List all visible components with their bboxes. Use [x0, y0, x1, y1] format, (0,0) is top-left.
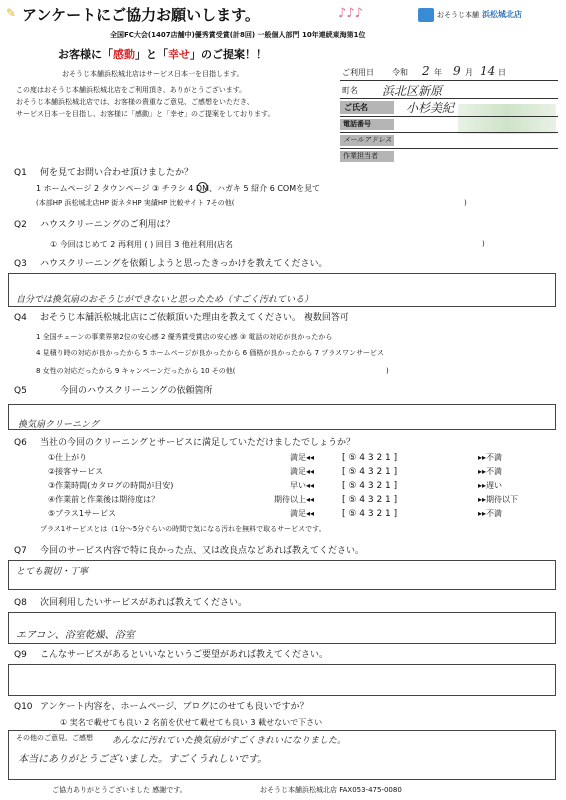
q7-answer-box[interactable]	[8, 560, 556, 590]
name-value[interactable]: 小杉美紀	[406, 101, 455, 115]
rating-row[interactable]	[0, 451, 566, 465]
rating-scale[interactable]: [ ⑤ 4 3 2 1 ]	[342, 495, 398, 505]
rating-item: ④作業前と作業後は期待度は？	[48, 495, 160, 504]
footer-thanks: ご協力ありがとうございました 感謝です。	[52, 786, 187, 794]
q1-options-2-end: )	[464, 199, 467, 207]
divider	[340, 116, 558, 117]
award-line: 全国FC大会(1407店舗中)優秀賞受賞(計8回) 一般個人部門 10年連続東海第1位	[110, 31, 366, 39]
rating-right: ▸▸遅い	[478, 481, 503, 490]
brand-logo-icon	[418, 8, 434, 22]
staff-label: 作業担当者	[343, 152, 378, 160]
q5-section	[0, 384, 566, 434]
brand-name: おそうじ本舗	[437, 11, 479, 19]
page-title: アンケートにご協力お願いします。	[22, 6, 260, 24]
rating-left: 満足◂◂	[290, 453, 315, 462]
q4-question: おそうじ本舗浜松城北店にご依頼頂いた理由を教えてください。 複数回答可	[40, 313, 349, 323]
pencil-icon: ✎	[6, 6, 17, 20]
intro-line-1: この度はおそうじ本舗浜松城北店をご利用頂き、ありがとうございます。	[16, 86, 247, 94]
q8-answer: エアコン、浴室乾燥、浴室	[16, 630, 135, 641]
q1-options-2[interactable]: (本部HP 浜松城北店HP 街ネタHP 実績HP 比較サイト 7その他(	[36, 199, 235, 207]
q4-options-3-end: )	[386, 367, 389, 375]
q10-question: アンケート内容を、ホームページ、ブログにのせても良いですか？	[40, 702, 309, 712]
date-day-value[interactable]: 14	[480, 64, 496, 78]
rating-left: 早い◂◂	[290, 481, 315, 490]
q10-comment-1: あんなに汚れていた換気扇がすごくきれいになりました。	[112, 736, 347, 746]
q4-label: Q4	[14, 313, 27, 323]
selected-option-circle	[197, 182, 208, 193]
q9-section	[0, 648, 566, 698]
q4-options-1[interactable]: 1 全国チェーンの事業界第2位の安心感 2 優秀賞受賞店の安心感 ③ 電話の対応が良かったから	[36, 333, 333, 341]
name-label: ご氏名	[344, 103, 368, 112]
rating-scale[interactable]: [ ⑤ 4 3 2 1 ]	[342, 467, 398, 477]
rating-row[interactable]	[0, 465, 566, 479]
divider	[340, 148, 558, 149]
rating-scale[interactable]: [ ⑤ 4 3 2 1 ]	[342, 453, 398, 463]
rating-item: ①仕上がり	[48, 453, 88, 462]
q2-section	[0, 218, 566, 254]
town-value[interactable]: 浜北区新原	[382, 84, 443, 98]
q6-question: 当社の今回のクリーニングとサービスに満足していただけましたでしょうか？	[40, 438, 356, 448]
q2-question: ハウスクリーニングのご利用は？	[40, 220, 175, 230]
rating-item: ②接客サービス	[48, 467, 104, 476]
q6-label: Q6	[14, 438, 27, 448]
q8-label: Q8	[14, 598, 27, 608]
q7-question: 今回のサービス内容で特に良かった点、又は改良点などあれば教えてください。	[40, 546, 365, 556]
q3-section	[0, 257, 566, 309]
date-era: 令和	[392, 68, 408, 77]
rating-row[interactable]	[0, 507, 566, 521]
q8-section	[0, 596, 566, 646]
date-year-value[interactable]: 2	[422, 64, 430, 78]
q5-question: 今回のハウスクリーニングの依頼箇所	[60, 386, 213, 396]
q6-section	[0, 436, 566, 540]
store-name: 浜松城北店	[482, 10, 522, 19]
q3-answer: 自分では換気扇のおそうじができないと思ったため（すごく汚れている）	[16, 295, 314, 305]
month-unit: 月	[465, 68, 473, 77]
q3-label: Q3	[14, 259, 27, 269]
q2-options-end: )	[482, 240, 485, 248]
q7-answer: とても親切・丁寧	[16, 567, 89, 577]
rating-right: ▸▸不満	[478, 467, 503, 476]
q2-label: Q2	[14, 220, 27, 230]
q10-label: Q10	[14, 702, 33, 712]
rating-item: ③作業時間(カタログの時間が目安)	[48, 481, 174, 490]
q1-section	[0, 166, 566, 212]
q5-label: Q5	[14, 386, 27, 396]
divider	[340, 80, 558, 81]
q3-question: ハウスクリーニングを依頼しようと思ったきっかけを教えてください。	[40, 259, 328, 269]
q9-label: Q9	[14, 650, 27, 660]
email-label: メールアドレス	[343, 136, 392, 144]
rating-scale[interactable]: [ ⑤ 4 3 2 1 ]	[342, 509, 398, 519]
subtitle: おそうじ本舗浜松城北店はサービス日本一を目指します。	[62, 70, 244, 78]
q2-options[interactable]: ① 今回はじめて 2 再利用 ( ) 回目 3 他社利用(店名	[50, 240, 234, 249]
customer-info	[330, 64, 558, 164]
rating-right: ▸▸期待以下	[478, 495, 519, 504]
rating-scale[interactable]: [ ⑤ 4 3 2 1 ]	[342, 481, 398, 491]
q1-label: Q1	[14, 168, 27, 178]
rating-row[interactable]	[0, 493, 566, 507]
rating-right: ▸▸不満	[478, 509, 503, 518]
day-unit: 日	[498, 68, 506, 77]
divider	[340, 132, 558, 133]
music-notes-icon: ♪♪♪	[338, 6, 363, 21]
q9-answer-box[interactable]	[8, 664, 556, 696]
q4-options-3[interactable]: 8 女性の対応だったから 9 キャンペーンだったから 10 その他(	[36, 367, 236, 375]
rating-left: 期待以上◂◂	[274, 495, 315, 504]
rating-left: 満足◂◂	[290, 467, 315, 476]
phone-label: 電話番号	[343, 120, 371, 128]
q5-answer: 換気扇クリーニング	[18, 420, 99, 430]
q10-section	[0, 700, 566, 784]
footer	[0, 784, 566, 800]
q1-options[interactable]: 1 ホームページ 2 タウンページ ③ チラシ 4 DM、ハガキ 5 紹介 6 COMを見て	[36, 184, 321, 193]
q10-comment-2: 本当にありがとうございました。すごくうれしいです。	[18, 754, 268, 765]
rating-item: ⑤プラス1サービス	[48, 509, 117, 518]
intro-line-3: サービス日本一を目指し、お客様に「感動」と「幸せ」のご提案をしております。	[16, 110, 275, 118]
q7-label: Q7	[14, 546, 27, 556]
q4-options-2[interactable]: 4 見積り時の対応が良かったから 5 ホームページが良かったから 6 価格が良かったから 7 プラスワンサービス	[36, 349, 385, 357]
plus-service-note: プラス1サービスとは（1分～5分ぐらいの時間で気になる汚れを無料で取るサービスです。	[40, 525, 326, 533]
q4-section	[0, 311, 566, 381]
rating-left: 満足◂◂	[290, 509, 315, 518]
redacted-phone-block	[458, 104, 556, 134]
intro-line-2: おそうじ本舗浜松城北店では、お客様の貴重なご意見、ご感想をいただき、	[16, 98, 254, 106]
q10-options[interactable]: ① 実名で載せても良い 2 名前を伏せて載せても良い 3 載せないで下さい	[60, 718, 323, 727]
proposal-line: お客様に「感動」と「幸せ」のご提案！！	[58, 48, 267, 61]
town-label: 町名	[342, 86, 358, 95]
q7-section	[0, 544, 566, 594]
q9-question: こんなサービスがあるといいなというご要望があれば教えてください。	[40, 650, 329, 660]
footer-store-fax: おそうじ本舗浜松城北店 FAX053-475-0080	[260, 786, 402, 794]
year-unit: 年	[434, 68, 442, 77]
date-month-value[interactable]: 9	[453, 64, 461, 78]
date-label: ご利用日	[342, 68, 374, 77]
rating-right: ▸▸不満	[478, 453, 503, 462]
q1-question: 何を見てお問い合わせ頂けましたか？	[40, 168, 194, 178]
rating-row[interactable]	[0, 479, 566, 493]
other-comment-label: その他のご意見、ご感想	[16, 734, 93, 742]
q8-question: 次回利用したいサービスがあれば教えてください。	[40, 598, 248, 608]
